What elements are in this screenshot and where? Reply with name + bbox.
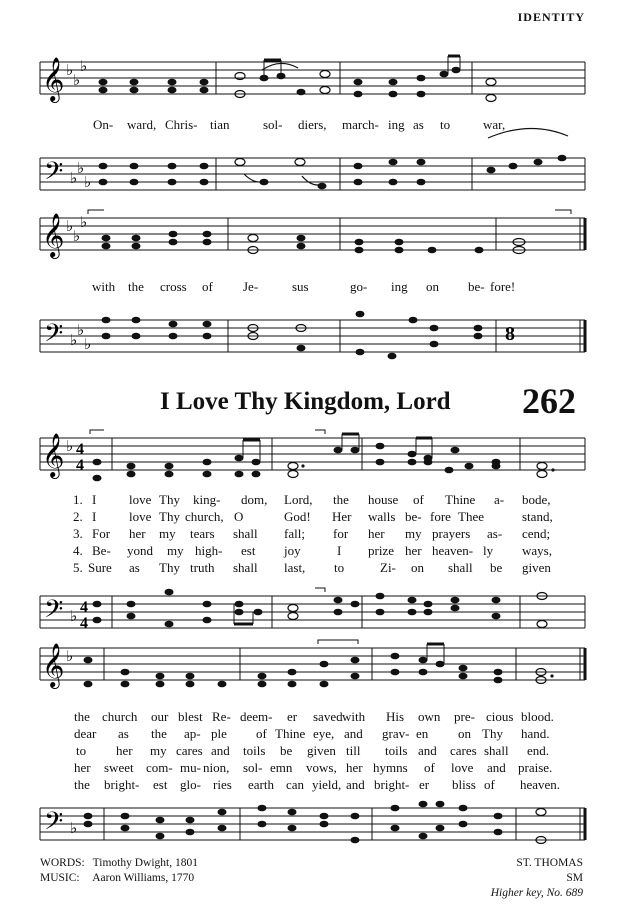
svg-text:♭: ♭	[80, 59, 88, 75]
lyric-syllable: with	[92, 279, 116, 294]
lyric-syllable: Thy	[159, 509, 180, 524]
lyric-syllable: the	[151, 726, 167, 741]
lyric-syllable: with	[342, 709, 366, 724]
lyric-syllable: king-	[193, 492, 221, 507]
lyric-syllable: mu-	[180, 760, 201, 775]
lyric-syllable: ap-	[184, 726, 201, 741]
lyric-syllable: nion,	[203, 760, 230, 775]
lyric-syllable: of	[202, 279, 213, 294]
lyric-syllable: and	[487, 760, 506, 775]
lyric-syllable: sus	[292, 279, 309, 294]
svg-text:♭: ♭	[84, 337, 92, 353]
section-label: IDENTITY	[517, 10, 585, 24]
lyric-syllable: ly	[483, 543, 494, 558]
music-credit	[40, 871, 198, 886]
tune-meter: SM	[566, 872, 583, 884]
prev-hymn-bass-staff-2	[0, 312, 640, 372]
svg-text:♭: ♭	[70, 171, 78, 187]
lyric-syllable: fore!	[490, 279, 516, 294]
music-credit-value: Aaron Williams, 1770	[92, 872, 195, 884]
lyric-syllable: deem-	[240, 709, 273, 724]
lyric-syllable: high-	[195, 543, 223, 558]
lyric-syllable: and	[346, 777, 365, 792]
words-credit	[40, 856, 198, 871]
lyric-syllable: bright-	[104, 777, 140, 792]
lyric-syllable: shall	[233, 526, 258, 541]
lyric-syllable: love	[129, 509, 152, 524]
svg-text:♭: ♭	[70, 821, 78, 837]
lyric-syllable: vows,	[306, 760, 337, 775]
svg-text:♭: ♭	[66, 439, 74, 455]
svg-text:♭: ♭	[77, 323, 85, 339]
lyric-syllable: ing	[391, 279, 408, 294]
prev-hymn-bass-staff-1	[0, 150, 640, 210]
lyric-syllable: her	[129, 526, 146, 541]
lyric-syllable: the	[333, 492, 349, 507]
verse-number: 4.	[73, 543, 83, 558]
music-credit-label: MUSIC:	[40, 872, 80, 884]
svg-text:𝄢: 𝄢	[44, 319, 64, 354]
lyric-syllable: of	[256, 726, 267, 741]
lyric-syllable: bliss	[452, 777, 476, 792]
lyric-syllable: shall	[484, 743, 509, 758]
svg-text:♭: ♭	[84, 175, 92, 191]
lyric-syllable: Sure	[88, 560, 112, 575]
lyric-syllable: I	[337, 543, 342, 558]
lyric-syllable: bright-	[374, 777, 410, 792]
lyric-syllable: bode,	[522, 492, 551, 507]
svg-text:𝄞: 𝄞	[42, 433, 65, 477]
bass-staff-2	[0, 800, 640, 860]
lyric-syllable: walls	[368, 509, 396, 524]
lyric-syllable: of	[413, 492, 424, 507]
lyric-syllable: to	[76, 743, 87, 758]
lyric-syllable: Zi-	[380, 560, 396, 575]
svg-text:♭: ♭	[73, 73, 81, 89]
svg-text:♭: ♭	[66, 219, 74, 235]
lyric-syllable: ple	[211, 726, 227, 741]
lyric-syllable: love	[129, 492, 152, 507]
lyric-syllable: my	[150, 743, 167, 758]
lyric-syllable: our	[151, 709, 169, 724]
svg-text:4: 4	[80, 615, 88, 632]
lyric-syllable: blest	[178, 709, 203, 724]
lyric-syllable: praise.	[518, 760, 553, 775]
lyric-syllable: on	[458, 726, 471, 741]
verse-number: 2.	[73, 509, 83, 524]
lyric-syllable: est	[153, 777, 168, 792]
svg-text:♭: ♭	[66, 649, 74, 665]
lyric-syllable: her	[116, 743, 133, 758]
lyric-syllable: pre-	[454, 709, 475, 724]
lyric-syllable: to	[334, 560, 345, 575]
lyric-syllable: be	[490, 560, 503, 575]
lyric-syllable: my	[159, 526, 176, 541]
lyric-syllable: Thy	[482, 726, 503, 741]
lyric-syllable: sweet	[104, 760, 134, 775]
lyric-syllable: blood.	[521, 709, 554, 724]
tune-info	[491, 856, 583, 901]
lyric-syllable: Be-	[92, 543, 111, 558]
lyric-syllable: er	[419, 777, 430, 792]
svg-text:♭: ♭	[73, 229, 81, 245]
lyric-syllable: stand,	[522, 509, 553, 524]
lyric-syllable: last,	[284, 560, 306, 575]
lyric-syllable: to	[440, 117, 451, 132]
svg-text:4: 4	[76, 457, 84, 474]
lyric-syllable: given	[307, 743, 336, 758]
svg-text:𝄢: 𝄢	[44, 807, 64, 842]
svg-text:8: 8	[505, 323, 515, 345]
lyric-syllable: joy	[284, 543, 301, 558]
lyric-syllable: cares	[176, 743, 203, 758]
lyric-syllable: com-	[146, 760, 173, 775]
lyric-syllable: her	[74, 760, 91, 775]
lyric-syllable: yond	[127, 543, 153, 558]
tune-name: ST. THOMAS	[516, 857, 583, 869]
lyric-syllable: of	[424, 760, 435, 775]
lyric-syllable: a-	[494, 492, 505, 507]
hymn-number: 262	[522, 381, 576, 421]
lyric-syllable: cend;	[522, 526, 551, 541]
lyric-syllable: of	[484, 777, 495, 792]
lyric-syllable: Thy	[159, 492, 180, 507]
lyric-syllable: I	[92, 492, 97, 507]
svg-text:♭: ♭	[66, 63, 74, 79]
lyric-syllable: On-	[93, 117, 114, 132]
lyric-syllable: diers,	[298, 117, 327, 132]
lyric-syllable: as	[129, 560, 140, 575]
lyric-syllable: est	[241, 543, 256, 558]
lyric-syllable: the	[74, 709, 90, 724]
lyric-syllable: Chris-	[165, 117, 198, 132]
lyric-syllable: fall;	[284, 526, 305, 541]
lyric-syllable: on	[426, 279, 439, 294]
lyric-syllable: ing	[388, 117, 405, 132]
lyric-syllable: sol-	[243, 760, 263, 775]
prev-hymn-treble-staff-1	[0, 54, 640, 114]
svg-text:𝄞: 𝄞	[42, 57, 65, 101]
lyric-syllable: saved	[313, 709, 343, 724]
lyric-syllable: tian	[210, 117, 230, 132]
svg-text:𝄢: 𝄢	[44, 157, 64, 192]
lyric-syllable: her	[405, 543, 422, 558]
verse-number: 5.	[73, 560, 83, 575]
prev-hymn-treble-staff-2	[0, 210, 640, 270]
lyric-syllable: sol-	[263, 117, 283, 132]
lyric-syllable: dear	[74, 726, 97, 741]
svg-text:𝄞: 𝄞	[42, 643, 65, 687]
lyric-syllable: toils	[243, 743, 266, 758]
lyric-syllable: heaven-	[432, 543, 474, 558]
lyric-syllable: war,	[483, 117, 506, 132]
lyric-syllable: emn	[270, 760, 293, 775]
svg-text:♭: ♭	[80, 215, 88, 231]
lyric-syllable: own	[418, 709, 441, 724]
credits	[40, 856, 198, 886]
lyric-syllable: church	[102, 709, 138, 724]
verse-number: 1.	[73, 492, 83, 507]
svg-text:♭: ♭	[70, 609, 78, 625]
lyric-syllable: cious	[486, 709, 514, 724]
lyric-syllable: grav-	[382, 726, 410, 741]
lyric-syllable: cares	[450, 743, 477, 758]
lyric-syllable: dom,	[241, 492, 268, 507]
lyric-syllable: fore	[430, 509, 451, 524]
lyric-syllable: be	[280, 743, 293, 758]
lyric-syllable: end.	[527, 743, 550, 758]
lyric-syllable: ries	[213, 777, 232, 792]
lyric-syllable: Thine	[275, 726, 306, 741]
lyric-syllable: go-	[350, 279, 368, 294]
lyric-syllable: prayers	[432, 526, 471, 541]
lyric-syllable: my	[405, 526, 422, 541]
lyric-syllable: heaven.	[520, 777, 561, 792]
lyric-syllable: can	[286, 777, 305, 792]
lyric-syllable: prize	[368, 543, 394, 558]
lyric-syllable: Je-	[243, 279, 259, 294]
lyric-syllable: eye,	[313, 726, 335, 741]
lyric-syllable: cross	[160, 279, 187, 294]
svg-text:𝄢: 𝄢	[44, 595, 64, 630]
verse-number: 3.	[73, 526, 83, 541]
lyric-syllable: be-	[405, 509, 422, 524]
lyric-syllable: church,	[185, 509, 224, 524]
lyric-syllable: on	[411, 560, 424, 575]
lyric-syllable: er	[287, 709, 298, 724]
svg-text:♭: ♭	[77, 161, 85, 177]
treble-staff-2	[0, 640, 640, 700]
lyric-syllable: Thee	[458, 509, 484, 524]
lyric-syllable: Thy	[159, 560, 180, 575]
svg-text:4: 4	[80, 599, 88, 616]
lyric-syllable: God!	[284, 509, 311, 524]
lyric-syllable: till	[346, 743, 361, 758]
lyric-syllable: as-	[487, 526, 503, 541]
lyric-syllable: for	[333, 526, 349, 541]
lyric-syllable: yield,	[312, 777, 342, 792]
svg-text:4: 4	[76, 441, 84, 458]
lyric-syllable: I	[92, 509, 97, 524]
lyric-syllable: her	[368, 526, 385, 541]
lyric-syllable: and	[211, 743, 230, 758]
lyric-syllable: toils	[385, 743, 408, 758]
lyric-syllable: be-	[468, 279, 485, 294]
lyric-syllable: love	[451, 760, 474, 775]
lyric-syllable: earth	[248, 777, 274, 792]
lyric-syllable: the	[74, 777, 90, 792]
lyric-syllable: ways,	[522, 543, 552, 558]
lyric-syllable: her	[346, 760, 363, 775]
lyric-syllable: shall	[448, 560, 473, 575]
lyric-syllable: as	[413, 117, 424, 132]
lyric-syllable: hand.	[521, 726, 550, 741]
words-credit-label: WORDS:	[40, 857, 85, 869]
treble-staff-1	[0, 430, 640, 490]
lyric-syllable: as	[118, 726, 129, 741]
lyric-syllable: ward,	[127, 117, 157, 132]
words-credit-value: Timothy Dwight, 1801	[92, 857, 199, 869]
lyric-syllable: en	[416, 726, 429, 741]
lyric-syllable: and	[344, 726, 363, 741]
lyric-syllable: glo-	[180, 777, 201, 792]
lyric-syllable: given	[522, 560, 551, 575]
lyric-syllable: Lord,	[284, 492, 313, 507]
lyric-syllable: march-	[342, 117, 379, 132]
lyric-syllable: hymns	[373, 760, 408, 775]
lyric-syllable: shall	[233, 560, 258, 575]
lyric-syllable: my	[167, 543, 184, 558]
lyric-syllable: Her	[332, 509, 352, 524]
bass-staff-1	[0, 588, 640, 648]
lyric-syllable: Re-	[212, 709, 231, 724]
lyric-syllable: and	[418, 743, 437, 758]
hymn-title: I Love Thy Kingdom, Lord	[160, 388, 451, 415]
tune-note: Higher key, No. 689	[490, 887, 583, 899]
lyric-syllable: For	[92, 526, 111, 541]
lyric-syllable: truth	[190, 560, 215, 575]
svg-text:♭: ♭	[70, 333, 78, 349]
lyric-syllable: tears	[190, 526, 215, 541]
lyric-syllable: Thine	[445, 492, 476, 507]
lyric-syllable: O	[234, 509, 244, 524]
lyric-syllable: the	[128, 279, 144, 294]
svg-text:𝄞: 𝄞	[42, 213, 65, 257]
lyric-syllable: His	[386, 709, 405, 724]
lyric-syllable: house	[368, 492, 399, 507]
